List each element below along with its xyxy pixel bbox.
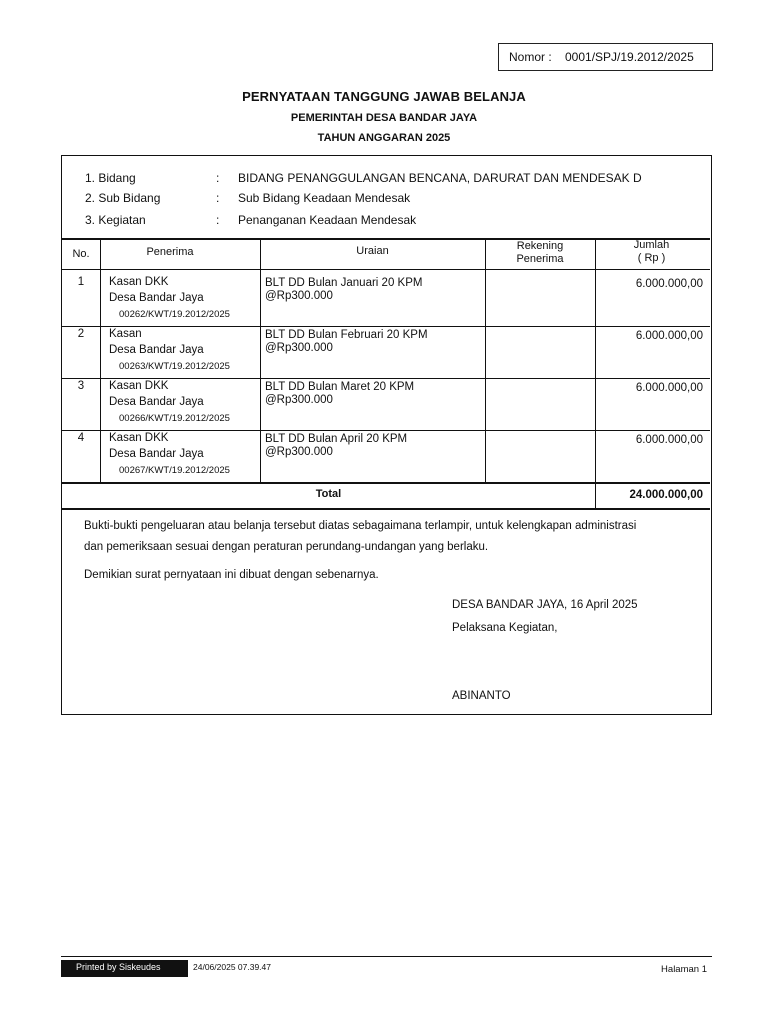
header-penerima: Penerima — [146, 246, 194, 258]
amount: 6.000.000,00 — [635, 434, 703, 446]
statement-line-1: Bukti-bukti pengeluaran atau belanja tersebut diatas sebagaimana terlampir, untuk kelengkapan administrasi — [84, 520, 637, 532]
header-jumlah-line1: Jumlah — [633, 239, 670, 251]
header-jumlah — [595, 239, 708, 265]
info-separator: : — [216, 171, 220, 185]
description-line2: @Rp300.000 — [265, 394, 333, 406]
total-bottom-border — [62, 508, 710, 510]
receipt-number: 00262/KWT/19.2012/2025 — [119, 309, 230, 320]
signature-role: Pelaksana Kegiatan, — [452, 622, 558, 634]
signature-place-date: DESA BANDAR JAYA, 16 April 2025 — [452, 599, 638, 611]
amount: 6.000.000,00 — [635, 278, 703, 290]
recipient-village: Desa Bandar Jaya — [109, 292, 204, 304]
statement-line-2: dan pemeriksaan sesuai dengan peraturan perundang-undangan yang berlaku. — [84, 541, 489, 553]
header-no: No. — [72, 248, 90, 260]
col-divider — [485, 238, 486, 483]
description-line2: @Rp300.000 — [265, 290, 333, 302]
row-number: 4 — [77, 432, 85, 444]
printed-by-label: Printed by Siskeudes — [61, 960, 188, 977]
government-name: PEMERINTAH DESA BANDAR JAYA — [290, 112, 478, 124]
info-label: 2. Sub Bidang — [85, 191, 161, 205]
row-number: 3 — [77, 380, 85, 392]
header-jumlah-line2: ( Rp ) — [637, 252, 666, 264]
statement-line-3: Demikian surat pernyataan ini dibuat dengan sebenarnya. — [84, 569, 379, 581]
row-divider — [62, 326, 710, 327]
col-divider — [260, 238, 261, 483]
document-number-box — [498, 43, 713, 71]
document-number-label: Nomor : — [509, 50, 552, 64]
recipient-village: Desa Bandar Jaya — [109, 396, 204, 408]
row-number: 1 — [77, 276, 85, 288]
description-line1: BLT DD Bulan April 20 KPM — [265, 433, 408, 445]
amount: 6.000.000,00 — [635, 330, 703, 342]
document-number-value: 0001/SPJ/19.2012/2025 — [565, 50, 694, 64]
receipt-number: 00263/KWT/19.2012/2025 — [119, 361, 230, 372]
row-divider — [62, 378, 710, 379]
description-line2: @Rp300.000 — [265, 342, 333, 354]
col-divider — [100, 238, 101, 483]
recipient-name: Kasan — [109, 328, 142, 340]
header-uraian: Uraian — [356, 245, 389, 257]
info-value: Penanganan Keadaan Mendesak — [238, 213, 417, 227]
info-separator: : — [216, 191, 220, 205]
footer-divider — [61, 956, 712, 957]
page-number: Halaman 1 — [661, 964, 707, 975]
recipient-name: Kasan DKK — [109, 432, 169, 444]
info-value: Sub Bidang Keadaan Mendesak — [238, 191, 411, 205]
main-frame — [61, 155, 712, 715]
document-title: PERNYATAAN TANGGUNG JAWAB BELANJA — [242, 89, 526, 104]
description-line1: BLT DD Bulan Januari 20 KPM — [265, 277, 423, 289]
header-rekening-line1: Rekening — [516, 240, 564, 252]
recipient-village: Desa Bandar Jaya — [109, 344, 204, 356]
header-rekening-line2: Penerima — [516, 253, 564, 265]
description-line2: @Rp300.000 — [265, 446, 333, 458]
signatory-name: ABINANTO — [452, 690, 511, 702]
description-line1: BLT DD Bulan Maret 20 KPM — [265, 381, 415, 393]
print-timestamp: 24/06/2025 07.39.47 — [193, 962, 271, 972]
receipt-number: 00267/KWT/19.2012/2025 — [119, 465, 230, 476]
rows-bottom-border — [62, 482, 710, 484]
row-number: 2 — [77, 328, 85, 340]
recipient-name: Kasan DKK — [109, 276, 169, 288]
recipient-village: Desa Bandar Jaya — [109, 448, 204, 460]
row-divider — [62, 430, 710, 431]
info-value: BIDANG PENANGGULANGAN BENCANA, DARURAT DAN MENDESAK D — [238, 171, 642, 185]
recipient-name: Kasan DKK — [109, 380, 169, 392]
info-label: 3. Kegiatan — [85, 213, 146, 227]
header-bottom-border — [62, 269, 710, 270]
header-rekening — [485, 240, 595, 266]
total-label: Total — [315, 488, 342, 500]
fiscal-year: TAHUN ANGGARAN 2025 — [317, 132, 451, 144]
total-value: 24.000.000,00 — [629, 489, 703, 501]
receipt-number: 00266/KWT/19.2012/2025 — [119, 413, 230, 424]
description-line1: BLT DD Bulan Februari 20 KPM — [265, 329, 428, 341]
info-separator: : — [216, 213, 220, 227]
amount: 6.000.000,00 — [635, 382, 703, 394]
info-label: 1. Bidang — [85, 171, 136, 185]
